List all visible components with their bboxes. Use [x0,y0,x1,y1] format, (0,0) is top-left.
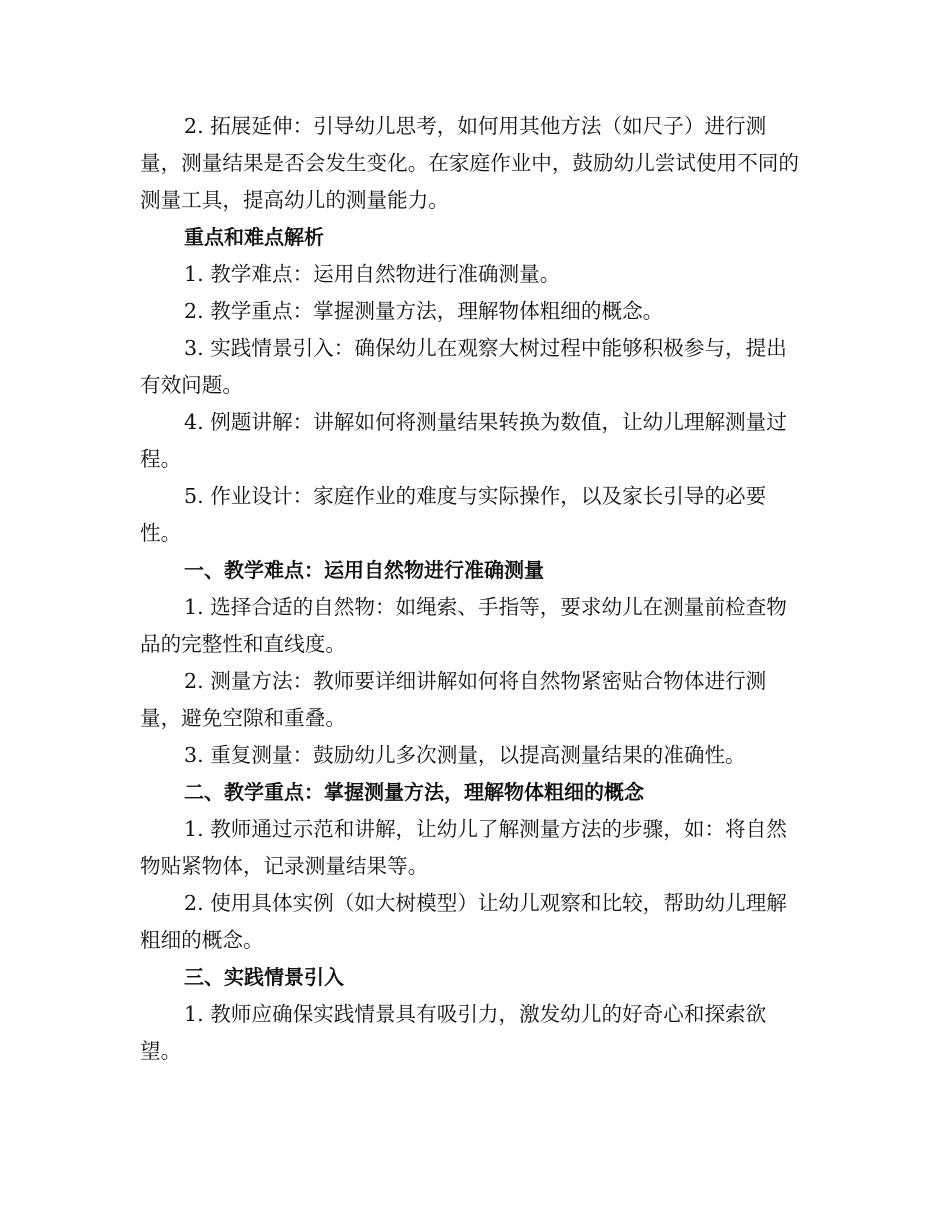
section-heading-two: 二、教学重点：掌握测量方法，理解物体粗细的概念 [184,780,644,804]
paragraph-homework-design: 5. 作业设计：家庭作业的难度与实际操作，以及家长引导的必要性。 [140,484,767,545]
paragraph-focus: 2. 教学重点：掌握测量方法，理解物体粗细的概念。 [184,299,664,323]
section-heading-three: 三、实践情景引入 [184,965,344,989]
paragraph-choose-objects: 1. 选择合适的自然物：如绳索、手指等，要求幼儿在测量前检查物品的完整性和直线度。 [140,595,787,656]
paragraph-measure-method: 2. 测量方法：教师要详细讲解如何将自然物紧密贴合物体进行测量，避免空隙和重叠。 [140,669,767,730]
paragraph-tree-model: 2. 使用具体实例（如大树模型）让幼儿观察和比较，帮助幼儿理解粗细的概念。 [140,891,787,952]
paragraph-example-explanation: 4. 例题讲解：讲解如何将测量结果转换为数值，让幼儿理解测量过程。 [140,410,787,471]
paragraph-repeat-measure: 3. 重复测量：鼓励幼儿多次测量，以提高测量结果的准确性。 [184,743,746,767]
section-heading-key-points: 重点和难点解析 [184,225,324,249]
section-heading-one: 一、教学难点：运用自然物进行准确测量 [184,558,544,582]
document-page [140,108,804,1070]
paragraph-practice-scenario: 3. 实践情景引入：确保幼儿在观察大树过程中能够积极参与，提出有效问题。 [140,336,787,397]
paragraph-difficulty: 1. 教学难点：运用自然物进行准确测量。 [184,262,561,286]
paragraph-demonstration: 1. 教师通过示范和讲解，让幼儿了解测量方法的步骤，如：将自然物贴紧物体，记录测量结果等。 [140,817,787,878]
paragraph-extension: 2. 拓展延伸：引导幼儿思考，如何用其他方法（如尺子）进行测量，测量结果是否会发生变化。在家庭作业中，鼓励幼儿尝试使用不同的测量工具，提高幼儿的测量能力。 [140,114,799,212]
paragraph-attractive-scenario: 1. 教师应确保实践情景具有吸引力，激发幼儿的好奇心和探索欲望。 [140,1002,767,1063]
